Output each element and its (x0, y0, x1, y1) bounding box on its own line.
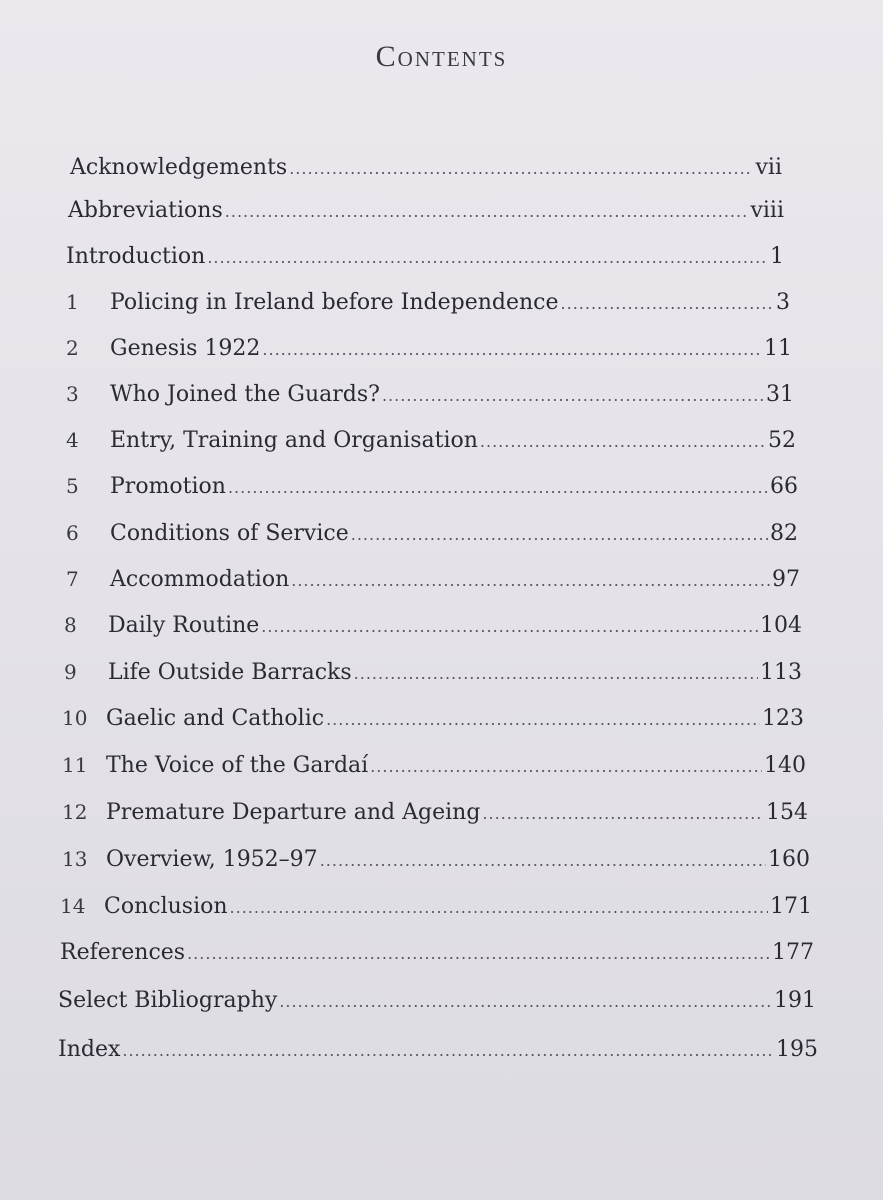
toc-entry (62, 703, 804, 733)
toc-entry (60, 938, 814, 968)
toc-entry-page: 1 (770, 244, 784, 269)
toc-entry-title: Policing in Ireland before Independence (110, 290, 559, 315)
toc-entry-page: 195 (776, 1037, 818, 1062)
toc-entry (58, 1035, 818, 1065)
toc-entry (66, 287, 790, 317)
toc-entry-title: Premature Departure and Ageing (106, 800, 481, 825)
toc-entry-title: Daily Routine (108, 613, 260, 638)
toc-entry-title: Conditions of Service (110, 521, 349, 546)
dot-leader (482, 799, 764, 829)
toc-entry-title: Life Outside Barracks (108, 660, 352, 685)
toc-entry-title: Conclusion (104, 894, 228, 919)
dot-leader (370, 752, 762, 782)
dot-leader (122, 1036, 774, 1066)
dot-leader (207, 243, 768, 273)
chapter-number: 12 (62, 800, 88, 824)
dot-leader (382, 381, 764, 411)
toc-entry (66, 379, 794, 409)
toc-entry-page: 171 (770, 894, 812, 919)
toc-entry (68, 196, 784, 226)
dot-leader (561, 289, 774, 319)
toc-entry-page: viii (750, 198, 784, 223)
toc-entry-page: 160 (768, 847, 810, 872)
page-title: Contents (375, 40, 508, 73)
toc-entry (66, 333, 792, 363)
chapter-number: 1 (66, 290, 79, 314)
toc-entry-title: The Voice of the Gardaí (106, 753, 369, 778)
toc-entry-page: 82 (770, 521, 798, 546)
toc-entry-title: Introduction (66, 244, 206, 269)
toc-entry (62, 797, 808, 827)
toc-entry-page: 191 (774, 988, 816, 1013)
toc-entry-page: 52 (768, 428, 796, 453)
dot-leader (351, 520, 768, 550)
toc-entry (64, 657, 802, 687)
toc-entry-page: 177 (772, 940, 814, 965)
toc-entry-title: Promotion (110, 474, 226, 499)
dot-leader (230, 893, 768, 923)
toc-entry-title: Accommodation (110, 567, 290, 592)
toc-entry-page: 104 (760, 613, 802, 638)
toc-entry (66, 564, 800, 594)
toc-entry-title: Overview, 1952–97 (106, 847, 318, 872)
toc-entry (66, 425, 796, 455)
toc-entry-page: 31 (766, 382, 794, 407)
toc-entry-page: 66 (770, 474, 798, 499)
toc-entry-page: 11 (764, 336, 792, 361)
toc-entry (66, 242, 784, 272)
chapter-number: 13 (62, 847, 88, 871)
chapter-number: 11 (62, 753, 88, 777)
toc-entry (66, 471, 798, 501)
chapter-number: 9 (64, 660, 77, 684)
dot-leader (480, 427, 766, 457)
dot-leader (279, 987, 772, 1017)
chapter-number: 3 (66, 382, 79, 406)
dot-leader (261, 612, 758, 642)
toc-entry-title: Select Bibliography (58, 988, 278, 1013)
toc-entry-title: Gaelic and Catholic (106, 706, 325, 731)
toc-entry (60, 891, 812, 921)
toc-entry (62, 844, 810, 874)
chapter-number: 14 (60, 894, 86, 918)
dot-leader (326, 705, 760, 735)
toc-entry (58, 986, 816, 1016)
chapter-number: 5 (66, 474, 79, 498)
toc-entry-title: Genesis 1922 (110, 336, 261, 361)
dot-leader (228, 473, 768, 503)
dot-leader (225, 197, 749, 227)
toc-entry-page: 140 (764, 753, 806, 778)
dot-leader (354, 659, 758, 689)
toc-entry-title: Acknowledgements (70, 155, 288, 180)
chapter-number: 4 (66, 428, 79, 452)
toc-entry-page: vii (755, 155, 782, 180)
toc-entry-title: Index (58, 1037, 121, 1062)
dot-leader (262, 335, 762, 365)
toc-entry (70, 153, 782, 183)
toc-entry-page: 3 (776, 290, 790, 315)
chapter-number: 10 (62, 706, 88, 730)
dot-leader (187, 939, 770, 969)
toc-entry-title: Abbreviations (68, 198, 223, 223)
toc-entry-page: 154 (766, 800, 808, 825)
toc-entry-page: 123 (762, 706, 804, 731)
dot-leader (291, 566, 770, 596)
chapter-number: 8 (64, 613, 77, 637)
toc-entry-title: References (60, 940, 186, 965)
dot-leader (289, 154, 753, 184)
toc-entry-page: 97 (772, 567, 800, 592)
dot-leader (320, 846, 766, 876)
toc-entry (64, 610, 802, 640)
toc-entry (62, 750, 806, 780)
toc-entry-title: Who Joined the Guards? (110, 382, 380, 407)
toc-entry (66, 518, 798, 548)
chapter-number: 2 (66, 336, 79, 360)
toc-entry-title: Entry, Training and Organisation (110, 428, 478, 453)
chapter-number: 7 (66, 567, 79, 591)
toc-entry-page: 113 (760, 660, 802, 685)
chapter-number: 6 (66, 521, 79, 545)
